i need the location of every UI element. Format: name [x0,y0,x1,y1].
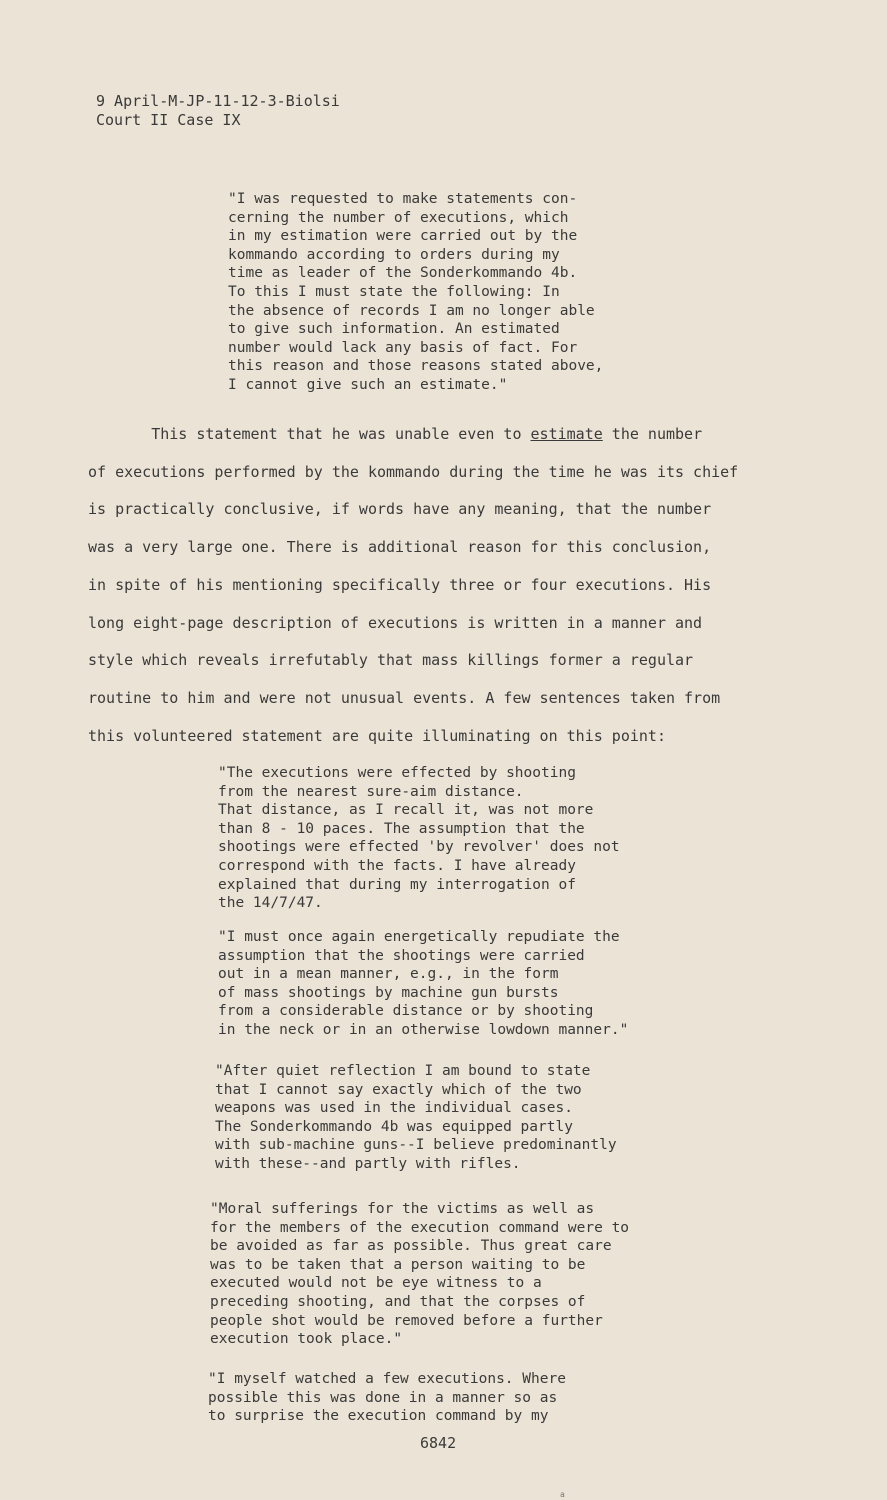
quote-line: of mass shootings by machine gun bursts [218,984,559,1001]
quote-line: kommando according to orders during my [228,246,560,263]
quote-line: shootings were effected 'by revolver' does not [218,839,620,856]
paragraph-line: of executions performed by the kommando during the time he was its chief [88,462,739,481]
paragraph-line: was a very large one. There is additional reason for this conclusion, [88,538,712,557]
quote-line: That distance, as I recall it, was not more [218,802,594,819]
quote-line: number would lack any basis of fact. For [228,339,578,356]
quote-block-2 [218,764,620,913]
quote-block-1 [228,190,603,395]
quote-line: to surprise the execution command by my [208,1408,549,1425]
body-paragraph [88,416,738,755]
quote-line: with sub-machine guns--I believe predominantly [215,1137,617,1154]
quote-line: The Sonderkommando 4b was equipped partly [215,1118,573,1135]
quote-line: explained that during my interrogation of [218,876,576,893]
quote-line: To this I must state the following: In [228,283,560,300]
quote-line: this reason and those reasons stated above, [228,358,604,375]
quote-line: in the neck or in an otherwise lowdown manner." [218,1021,629,1038]
quote-line: from a considerable distance or by shooting [218,1003,594,1020]
quote-line: execution took place." [210,1331,403,1348]
quote-line: preceding shooting, and that the corpses of [210,1293,586,1310]
quote-line: "I was requested to make statements con- [228,191,578,207]
quote-line: out in a mean manner, e.g., in the form [218,966,559,983]
paragraph-line: long eight-page description of executions is written in a manner and [88,613,703,632]
quote-block-5 [210,1200,629,1349]
quote-line: "I myself watched a few executions. Where [208,1371,566,1387]
quote-line: be avoided as far as possible. Thus great care [210,1238,612,1255]
quote-line: cerning the number of executions, which [228,209,569,226]
quote-line: correspond with the facts. I have already [218,857,576,874]
quote-line: "The executions were effected by shooting [218,765,576,781]
quote-line: I cannot give such an estimate." [228,376,508,393]
paragraph-text: the number [602,425,703,443]
paragraph-line-1 [88,416,738,454]
emphasized-word: estimate [530,425,603,443]
paragraph-line: is practically conclusive, if words have any meaning, that the number [88,500,712,519]
quote-line: weapons was used in the individual cases. [215,1100,573,1117]
quote-line: the absence of records I am no longer able [228,302,595,319]
paragraph-text: This statement that he was unable even to [151,425,531,443]
quote-block-4 [215,1062,617,1174]
quote-block-6 [208,1370,566,1426]
quote-line: than 8 - 10 paces. The assumption that the [218,820,585,837]
quote-line: from the nearest sure-aim distance. [218,783,524,800]
quote-line: executed would not be eye witness to a [210,1275,542,1292]
quote-line: was to be taken that a person waiting to be [210,1256,586,1273]
quote-line: that I cannot say exactly which of the two [215,1081,582,1098]
page-number: 6842 [420,1434,457,1452]
bottom-mark: a [560,1490,565,1499]
quote-line: people shot would be removed before a further [210,1312,603,1329]
paragraph-line: style which reveals irrefutably that mass killings former a regular [88,651,694,670]
header-line-1: 9 April-M-JP-11-12-3-Biolsi [96,92,340,110]
quote-line: to give such information. An estimated [228,321,560,338]
paragraph-line: routine to him and were not unusual events. A few sentences taken from [88,688,721,707]
quote-line: "After quiet reflection I am bound to state [215,1063,591,1079]
quote-line: the 14/7/47. [218,895,323,912]
quote-line: "Moral sufferings for the victims as well as [210,1201,595,1217]
quote-block-3 [218,928,628,1040]
quote-line: with these--and partly with rifles. [215,1155,521,1172]
header-line-2: Court II Case IX [96,111,241,129]
paragraph-line: this volunteered statement are quite illuminating on this point: [88,726,666,745]
quote-line: "I must once again energetically repudiate the [218,929,620,945]
quote-line: in my estimation were carried out by the [228,228,578,245]
quote-line: time as leader of the Sonderkommando 4b. [228,265,578,282]
header [96,92,340,130]
quote-line: assumption that the shootings were carried [218,947,585,964]
quote-line: possible this was done in a manner so as [208,1389,558,1406]
paragraph-line: in spite of his mentioning specifically three or four executions. His [88,575,712,594]
quote-line: for the members of the execution command were to [210,1219,630,1236]
